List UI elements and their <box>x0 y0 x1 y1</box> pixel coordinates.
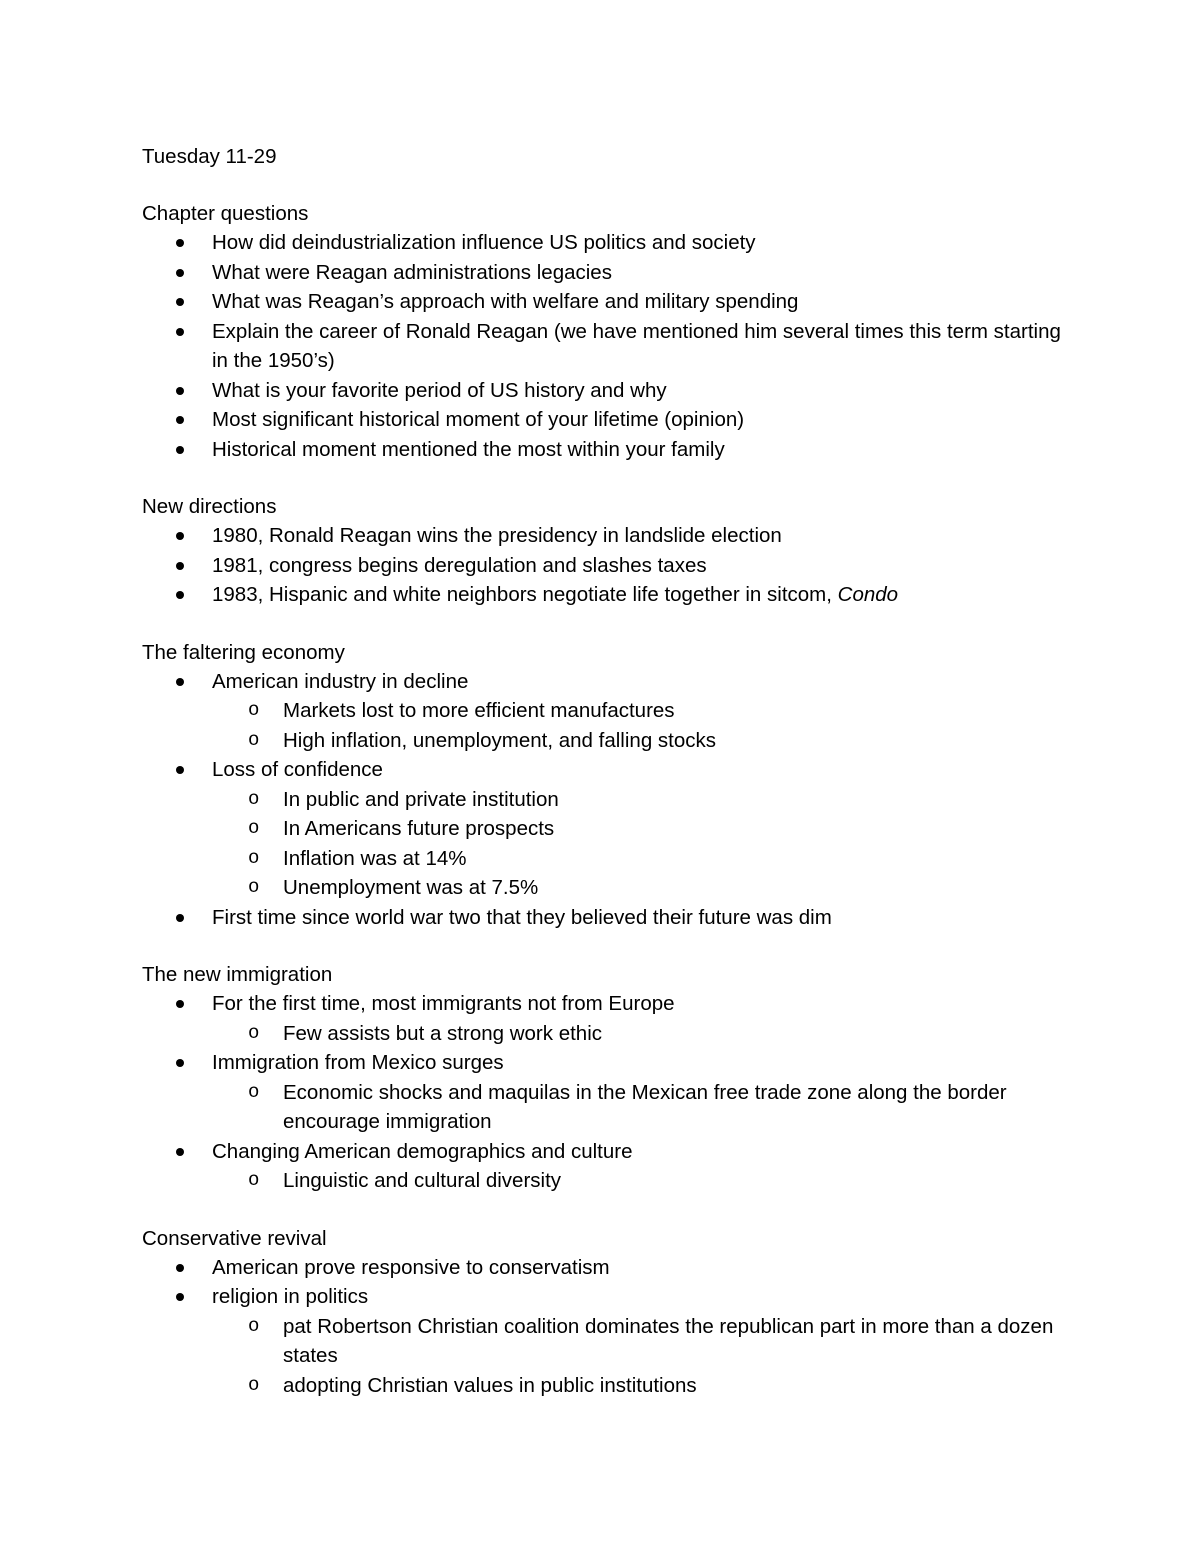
list-item: First time since world war two that they believed their future was dim <box>142 903 1062 933</box>
sub-list-item: o pat Robertson Christian coalition dominates the republican part in more than a dozen states <box>142 1312 1062 1371</box>
sub-list-item: o High inflation, unemployment, and falling stocks <box>142 726 1062 756</box>
list-item: What were Reagan administrations legacies <box>142 258 1062 288</box>
document-page <box>142 142 1062 1400</box>
chapter-questions-list <box>142 228 1062 464</box>
sub-list-item: o In public and private institution <box>142 785 1062 815</box>
list-item: Loss of confidence <box>142 755 1062 785</box>
date-heading: Tuesday 11-29 <box>142 145 277 168</box>
list-item: Immigration from Mexico surges <box>142 1048 1062 1078</box>
sitcom-title: Condo <box>837 583 899 606</box>
list-item: What was Reagan’s approach with welfare and military spending <box>142 287 1062 317</box>
list-item: For the first time, most immigrants not from Europe <box>142 989 1062 1019</box>
list-item <box>142 580 1062 610</box>
section-title-new-directions: New directions <box>142 495 277 518</box>
section-title-faltering-economy: The faltering economy <box>142 640 345 664</box>
sub-list-item: o In Americans future prospects <box>142 814 1062 844</box>
sub-list-item: o Unemployment was at 7.5% <box>142 873 1062 903</box>
list-item: What is your favorite period of US history and why <box>142 376 1062 406</box>
new-directions-list <box>142 521 1062 610</box>
list-item: 1981, congress begins deregulation and slashes taxes <box>142 551 1062 581</box>
sub-list-item: o Linguistic and cultural diversity <box>142 1166 1062 1196</box>
sub-list-item: o Markets lost to more efficient manufactures <box>142 696 1062 726</box>
sub-list-item: o Inflation was at 14% <box>142 844 1062 874</box>
sub-list-item: o Few assists but a strong work ethic <box>142 1019 1062 1049</box>
list-item: religion in politics <box>142 1282 1062 1312</box>
list-item: 1980, Ronald Reagan wins the presidency in landslide election <box>142 521 1062 551</box>
new-immigration-list <box>142 989 1062 1196</box>
list-item-text: 1983, Hispanic and white neighbors negotiate life together in sitcom, <box>212 583 832 606</box>
list-item: American industry in decline <box>142 667 1062 697</box>
list-item: Explain the career of Ronald Reagan (we have mentioned him several times this term starting in the 1950’s) <box>142 317 1062 376</box>
list-item: Changing American demographics and culture <box>142 1137 1062 1167</box>
sub-list-item: o adopting Christian values in public institutions <box>142 1371 1062 1401</box>
sub-list-item: o Economic shocks and maquilas in the Mexican free trade zone along the border encourage immigration <box>142 1078 1062 1137</box>
section-title-chapter-questions: Chapter questions <box>142 202 309 225</box>
list-item: How did deindustrialization influence US politics and society <box>142 228 1062 258</box>
faltering-economy-list <box>142 667 1062 933</box>
list-item: Historical moment mentioned the most within your family <box>142 435 1062 465</box>
list-item: American prove responsive to conservatism <box>142 1253 1062 1283</box>
conservative-revival-list <box>142 1253 1062 1401</box>
section-title-new-immigration: The new immigration <box>142 963 333 986</box>
section-title-conservative-revival: Conservative revival <box>142 1226 327 1250</box>
list-item: Most significant historical moment of your lifetime (opinion) <box>142 405 1062 435</box>
